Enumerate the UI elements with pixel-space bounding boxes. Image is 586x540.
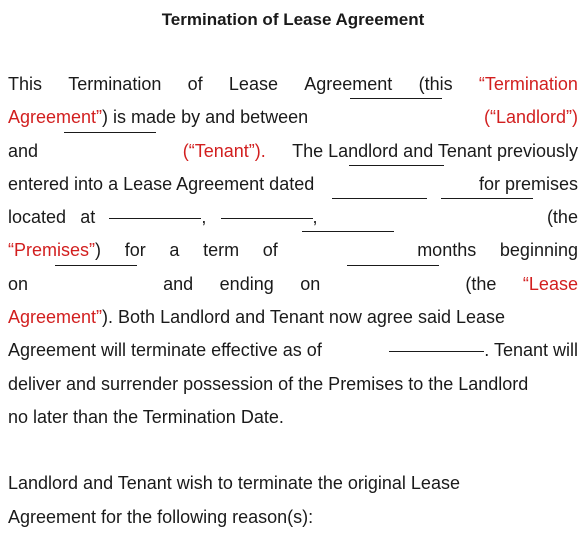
blank-termination-date[interactable] [389, 350, 484, 352]
blank-term-months[interactable] [302, 230, 394, 232]
word: at [80, 207, 96, 228]
word: Lease [228, 74, 278, 94]
blank-landlord-name[interactable] [350, 97, 442, 99]
text-line [8, 201, 578, 234]
word: beginning [499, 240, 578, 261]
text-line [8, 234, 578, 267]
address-blanks [221, 201, 318, 234]
blank-address-city[interactable] [221, 217, 313, 219]
text-segment: deliver and surrender possession of the Premises to the Landlord [8, 373, 529, 394]
text-segment: no later than the Termination Date. [8, 406, 284, 427]
defined-term-agreement: Agreement” [8, 107, 103, 128]
text-segment: . Tenant will [484, 340, 578, 361]
blank-address-state[interactable] [332, 197, 427, 199]
text-line [8, 68, 578, 101]
word: on [300, 273, 321, 294]
comma: , [312, 207, 318, 228]
word: (the [465, 273, 497, 294]
blank-tenant-name[interactable] [64, 131, 156, 133]
paragraph-main [8, 68, 578, 434]
word: and [163, 273, 194, 294]
text-line [8, 135, 578, 168]
text-line [8, 401, 578, 434]
text-segment: Agreement for the following reason(s): [8, 506, 314, 527]
document-title: Termination of Lease Agreement [161, 10, 425, 29]
word: and [8, 140, 39, 161]
word: months [417, 240, 477, 261]
text-line [8, 334, 578, 367]
word: a [169, 240, 180, 261]
text-segment: The Landlord and Tenant previously [292, 140, 578, 161]
word: of [187, 74, 203, 94]
paragraph-reasons [8, 467, 578, 534]
word: located [8, 207, 67, 228]
text-line [8, 501, 578, 534]
word: ending [219, 273, 274, 294]
blank-lease-date[interactable] [349, 164, 444, 166]
address-blanks [109, 201, 206, 234]
defined-term-lease-agreement: Agreement” [8, 307, 103, 328]
text-segment: entered into a Lease Agreement dated [8, 173, 315, 194]
text-line [8, 368, 578, 401]
text-segment: ). Both Landlord and Tenant now agree said Lease [102, 307, 506, 328]
lease-termination-document [8, 0, 578, 534]
defined-term-landlord: (“Landlord”) [483, 107, 578, 128]
text-line [8, 101, 578, 134]
blank-start-date[interactable] [55, 264, 137, 266]
word: (the [546, 207, 578, 228]
text-segment: Agreement will terminate effective as of [8, 340, 322, 361]
defined-term-tenant: (“Tenant”). [182, 140, 266, 161]
text-line [8, 168, 578, 201]
word: This [8, 74, 43, 94]
text-segment: ) [95, 240, 102, 261]
defined-term-premises: “Premises” [8, 240, 96, 261]
blank-end-date[interactable] [347, 264, 439, 266]
blank-address-street[interactable] [109, 217, 201, 219]
comma: , [201, 207, 207, 228]
line-segment [8, 101, 308, 134]
word: (this [418, 74, 453, 94]
word: term [203, 240, 240, 261]
text-segment: Landlord and Tenant wish to terminate the original Lease [8, 473, 460, 494]
word: on [8, 273, 29, 294]
word: Termination [68, 74, 162, 94]
defined-term-termination: “Termination [478, 74, 578, 94]
defined-term-lease: “Lease [522, 273, 578, 294]
line-segment [8, 234, 101, 267]
text-segment: ) is made by and between [102, 107, 309, 128]
text-segment: for premises [478, 173, 578, 194]
line-segment [8, 301, 505, 334]
text-line [8, 268, 578, 301]
word: Agreement [304, 74, 393, 94]
text-line [8, 467, 578, 500]
line-segment [389, 334, 578, 367]
text-line [8, 301, 578, 334]
word: for [124, 240, 146, 261]
word: of [262, 240, 278, 261]
blank-address-zip[interactable] [441, 197, 533, 199]
